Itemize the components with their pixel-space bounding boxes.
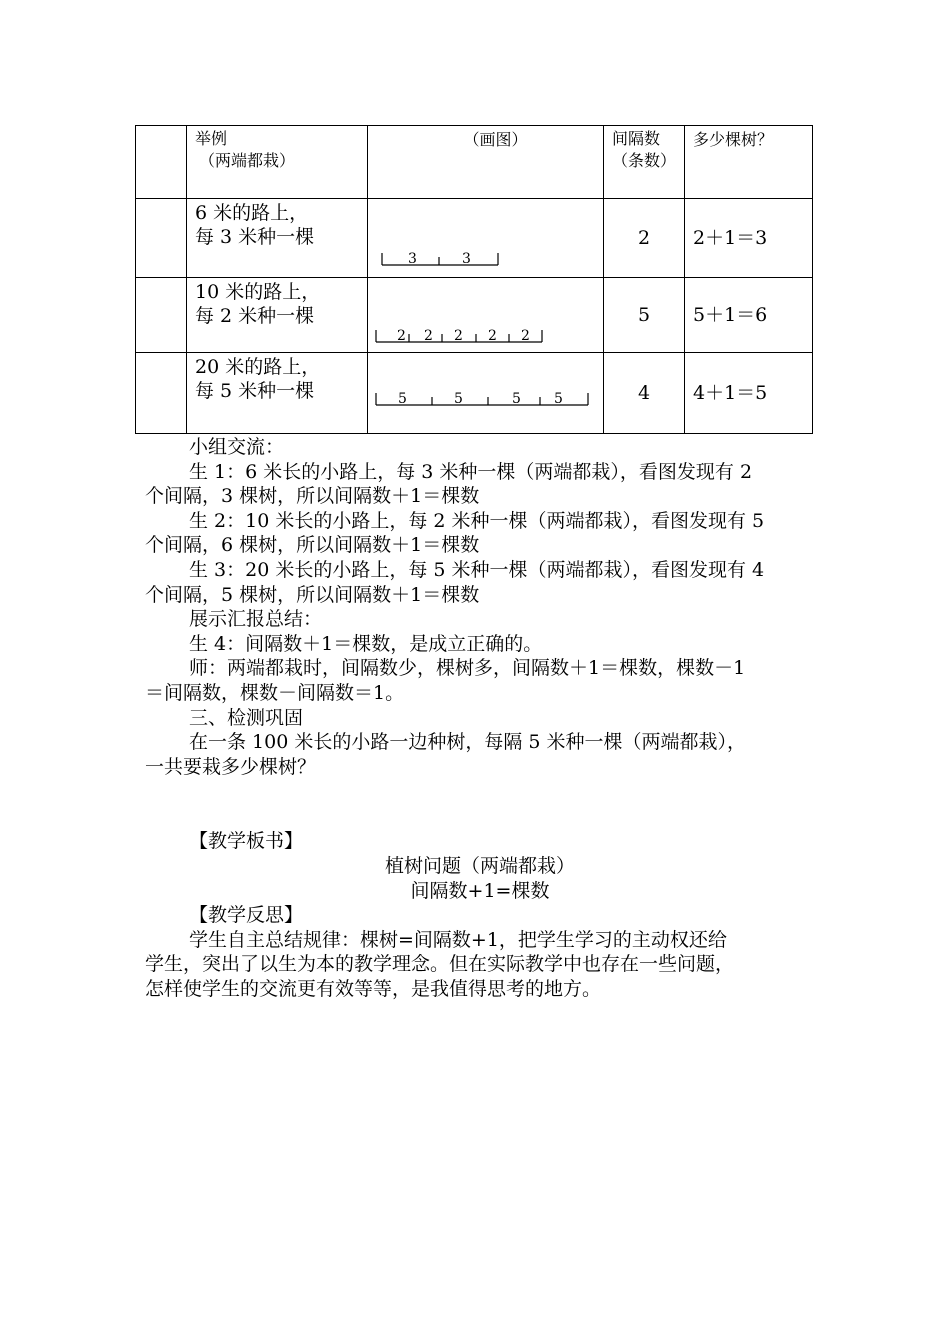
student-1-line: 生 1：6 米长的小路上，每 3 米种一棵（两端都栽），看图发现有 2 xyxy=(189,460,753,483)
board-title: 【教学板书】 xyxy=(189,830,304,853)
blank-cell xyxy=(136,353,187,434)
segment-label: 2 xyxy=(397,328,406,344)
header-example-label: 举例 xyxy=(195,129,228,148)
example-line: 6 米的路上， xyxy=(195,202,309,224)
exercise-line: 在一条 100 米长的小路一边种树，每隔 5 米种一棵（两端都栽）， xyxy=(189,731,747,754)
student-3-line: 生 3：20 米长的小路上，每 5 米种一棵（两端都栽），看图发现有 4 xyxy=(189,558,765,581)
segment-label: 5 xyxy=(454,391,463,407)
teacher-line: 师：两端都栽时，间隔数少，棵树多，间隔数＋1＝棵数，棵数－1 xyxy=(189,657,746,680)
student-4-line: 生 4：间隔数＋1＝棵数，是成立正确的。 xyxy=(189,632,543,655)
segment-label: 5 xyxy=(398,391,407,407)
segment-diagram xyxy=(368,278,602,352)
segment-label: 3 xyxy=(408,251,417,267)
student-2-line: 生 2：10 米长的小路上，每 2 米种一棵（两端都栽），看图发现有 5 xyxy=(189,509,765,532)
student-1-line: 个间隔，3 棵树，所以间隔数＋1＝棵数 xyxy=(145,485,480,508)
header-trees-label: 多少棵树？ xyxy=(693,130,774,149)
header-intervals xyxy=(604,126,685,199)
blank-cell xyxy=(136,126,187,199)
equation-cell: 5＋1＝6 xyxy=(685,278,813,353)
student-3-line: 个间隔，5 棵树，所以间隔数＋1＝棵数 xyxy=(145,583,480,606)
header-intervals-sub: （条数） xyxy=(612,151,677,170)
table-row xyxy=(136,199,813,278)
header-drawing-label: （画图） xyxy=(463,130,528,149)
reflection-line: 学生，突出了以生为本的教学理念。但在实际教学中也存在一些问题， xyxy=(145,953,735,976)
segment-label: 5 xyxy=(554,391,563,407)
student-2-line: 个间隔，6 棵树，所以间隔数＋1＝棵数 xyxy=(145,534,480,557)
blank-cell xyxy=(136,199,187,278)
header-example-sub: （两端都栽） xyxy=(199,151,296,170)
summary-title: 展示汇报总结： xyxy=(189,608,323,631)
example-line: 10 米的路上， xyxy=(195,281,321,303)
lesson-body xyxy=(145,435,815,1001)
intervals-cell: 2 xyxy=(604,199,685,278)
teacher-line: ＝间隔数，棵数－间隔数＝1。 xyxy=(145,681,405,704)
example-line: 每 3 米种一棵 xyxy=(195,226,315,248)
segment-diagram xyxy=(368,199,602,277)
example-line: 20 米的路上， xyxy=(195,356,321,378)
blank-cell xyxy=(136,278,187,353)
equation-cell: 2＋1＝3 xyxy=(685,199,813,278)
reflection-title: 【教学反思】 xyxy=(189,904,304,927)
reflection-line: 学生自主总结规律：棵树=间隔数+1，把学生学习的主动权还给 xyxy=(189,928,727,951)
lesson-table xyxy=(135,125,813,434)
exercise-line: 一共要栽多少棵树？ xyxy=(145,755,317,778)
spacer xyxy=(145,779,815,829)
table-row xyxy=(136,278,813,353)
segment-label: 3 xyxy=(462,251,471,267)
example-line: 每 2 米种一棵 xyxy=(195,305,315,327)
discussion-title: 小组交流： xyxy=(189,436,285,458)
segment-label: 5 xyxy=(512,391,521,407)
drawing-cell xyxy=(368,199,604,278)
drawing-cell xyxy=(368,353,604,434)
header-drawing xyxy=(368,126,604,199)
segment-label: 2 xyxy=(521,328,530,344)
drawing-cell xyxy=(368,278,604,353)
equation-cell: 4＋1＝5 xyxy=(685,353,813,434)
segment-label: 2 xyxy=(488,328,497,344)
header-intervals-label: 间隔数 xyxy=(612,129,661,148)
intervals-cell: 4 xyxy=(604,353,685,434)
board-line: 间隔数+1=棵数 xyxy=(410,879,550,902)
example-cell xyxy=(187,199,368,278)
board-line: 植树问题（两端都栽） xyxy=(384,854,575,877)
intervals-cell: 5 xyxy=(604,278,685,353)
table-header-row xyxy=(136,126,813,199)
section-heading: 三、检测巩固 xyxy=(189,706,304,729)
example-line: 每 5 米种一棵 xyxy=(195,380,315,402)
example-cell xyxy=(187,353,368,434)
table-row xyxy=(136,353,813,434)
reflection-line: 怎样使学生的交流更有效等等，是我值得思考的地方。 xyxy=(145,977,602,1000)
header-trees xyxy=(685,126,813,199)
segment-label: 2 xyxy=(454,328,463,344)
header-example xyxy=(187,126,368,199)
segment-label: 2 xyxy=(424,328,433,344)
segment-diagram xyxy=(368,353,602,433)
example-cell xyxy=(187,278,368,353)
